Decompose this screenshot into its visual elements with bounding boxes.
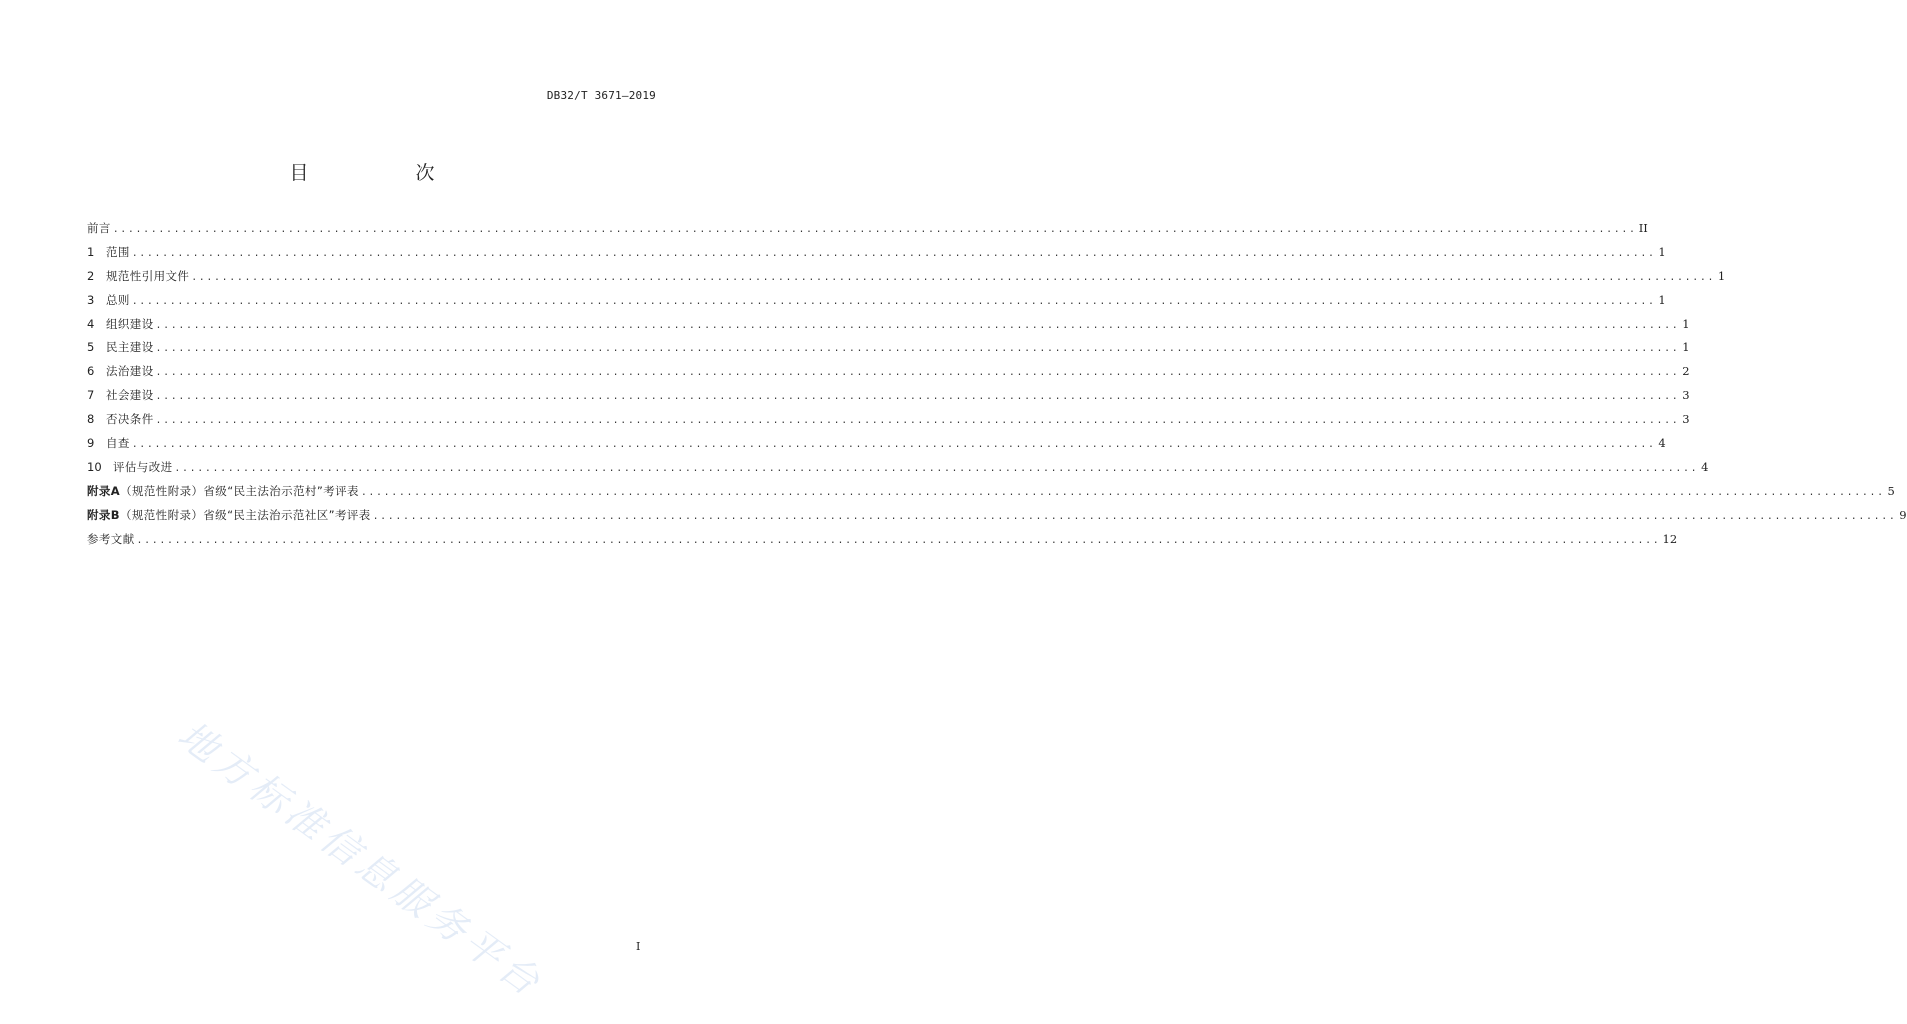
toc-entry-page: 1 (1682, 316, 1690, 331)
toc-entry-title: 否决条件 (106, 412, 154, 427)
toc-entry-page: 4 (1658, 436, 1666, 451)
toc-entry-label (87, 483, 359, 499)
toc-entry-title: （规范性附录）省级“民主法治示范社区”考评表 (119, 507, 371, 522)
toc-entry-label (87, 220, 111, 236)
toc-entry[interactable] (87, 268, 1726, 292)
toc-entry[interactable] (87, 483, 1895, 507)
toc-leader-dots: ........................................................................................................................................................................................................ (155, 391, 1680, 403)
toc-entry-number: 4 (87, 316, 95, 331)
toc-entry[interactable] (87, 244, 1666, 268)
toc-entry-label (113, 459, 173, 475)
toc-entry-number: 6 (87, 364, 95, 379)
toc-leader-dots: ........................................................................................................................................................................................................ (155, 319, 1680, 331)
page-title: 目 次 (289, 162, 479, 184)
toc-entry[interactable] (87, 292, 1666, 316)
toc-entry-label (106, 411, 154, 427)
toc-entry-annex-label: 附录A (87, 483, 121, 498)
toc-entry-label (87, 531, 135, 547)
toc-entry[interactable] (87, 220, 1648, 244)
toc-entry-number: 3 (87, 292, 95, 307)
table-of-contents (87, 220, 1907, 554)
toc-entry[interactable] (87, 507, 1907, 531)
toc-entry-page: 3 (1682, 412, 1690, 427)
toc-entry-title: 总则 (106, 292, 130, 307)
toc-entry-number: 9 (87, 436, 95, 451)
toc-entry[interactable] (87, 387, 1690, 411)
toc-entry-title: 组织建设 (106, 316, 154, 331)
toc-entry-title: 范围 (106, 244, 130, 259)
toc-entry-number: 5 (87, 340, 95, 355)
toc-leader-dots: ........................................................................................................................................................................................................ (131, 247, 1656, 259)
toc-entry-label (106, 387, 154, 403)
toc-entry-label (106, 363, 154, 379)
toc-leader-dots: ........................................................................................................................................................................................................ (372, 510, 1897, 522)
toc-entry-title: （规范性附录）省级“民主法治示范村”考评表 (120, 483, 359, 498)
toc-entry-number: 10 (87, 459, 102, 474)
toc-entry-title: 社会建设 (106, 388, 154, 403)
toc-entry[interactable] (87, 531, 1678, 555)
toc-entry-title: 自查 (106, 436, 130, 451)
toc-entry[interactable] (87, 411, 1690, 435)
toc-entry-label (87, 507, 371, 523)
toc-entry-page: 5 (1887, 483, 1895, 498)
toc-entry-label (106, 316, 154, 332)
toc-leader-dots: ........................................................................................................................................................................................................ (155, 343, 1680, 355)
page-number: I (636, 940, 641, 953)
toc-entry-number: 8 (87, 412, 95, 427)
toc-entry-page: 1 (1658, 292, 1666, 307)
toc-entry-page: 9 (1899, 507, 1907, 522)
toc-leader-dots: ........................................................................................................................................................................................................ (136, 534, 1661, 546)
toc-entry-page: 1 (1717, 268, 1726, 283)
toc-entry[interactable] (87, 339, 1690, 363)
toc-leader-dots: ........................................................................................................................................................................................................ (191, 271, 1716, 283)
toc-leader-dots: ........................................................................................................................................................................................................ (131, 439, 1656, 451)
toc-entry-page: 12 (1662, 531, 1678, 546)
watermark: 地方标准信息服务平台 (170, 712, 552, 1007)
toc-leader-dots: ........................................................................................................................................................................................................ (155, 415, 1680, 427)
toc-entry[interactable] (87, 316, 1690, 340)
toc-leader-dots: ........................................................................................................................................................................................................ (155, 367, 1680, 379)
toc-entry-label (106, 292, 130, 308)
toc-leader-dots: ........................................................................................................................................................................................................ (360, 486, 1885, 498)
toc-entry-title: 民主建设 (106, 340, 154, 355)
toc-entry-number: 1 (87, 244, 95, 259)
toc-leader-dots: ........................................................................................................................................................................................................ (131, 295, 1656, 307)
toc-entry-page: 1 (1682, 340, 1690, 355)
toc-entry-page: 2 (1682, 364, 1690, 379)
toc-entry[interactable] (87, 435, 1666, 459)
toc-entry-page: 1 (1658, 244, 1666, 259)
toc-entry-number: 7 (87, 388, 95, 403)
toc-entry-title: 前言 (87, 221, 111, 235)
toc-entry-title: 法治建设 (106, 364, 154, 379)
toc-entry-title: 参考文献 (87, 531, 135, 546)
toc-entry[interactable] (87, 459, 1709, 483)
toc-entry-title: 规范性引用文件 (106, 268, 190, 283)
toc-entry-page: 3 (1682, 388, 1690, 403)
toc-entry[interactable] (87, 363, 1690, 387)
toc-entry-title: 评估与改进 (113, 459, 173, 474)
toc-entry-page: 4 (1701, 459, 1709, 474)
toc-entry-label (106, 244, 130, 260)
toc-entry-label (106, 339, 154, 355)
toc-leader-dots: ........................................................................................................................................................................................................ (112, 224, 1637, 235)
toc-leader-dots: ........................................................................................................................................................................................................ (174, 462, 1699, 474)
toc-entry-number: 2 (87, 268, 95, 283)
toc-entry-label (106, 268, 189, 284)
toc-entry-page: II (1638, 221, 1648, 235)
document-code: DB32/T 3671—2019 (546, 89, 656, 102)
toc-entry-annex-label: 附录B (87, 507, 120, 522)
toc-entry-label (106, 435, 130, 451)
